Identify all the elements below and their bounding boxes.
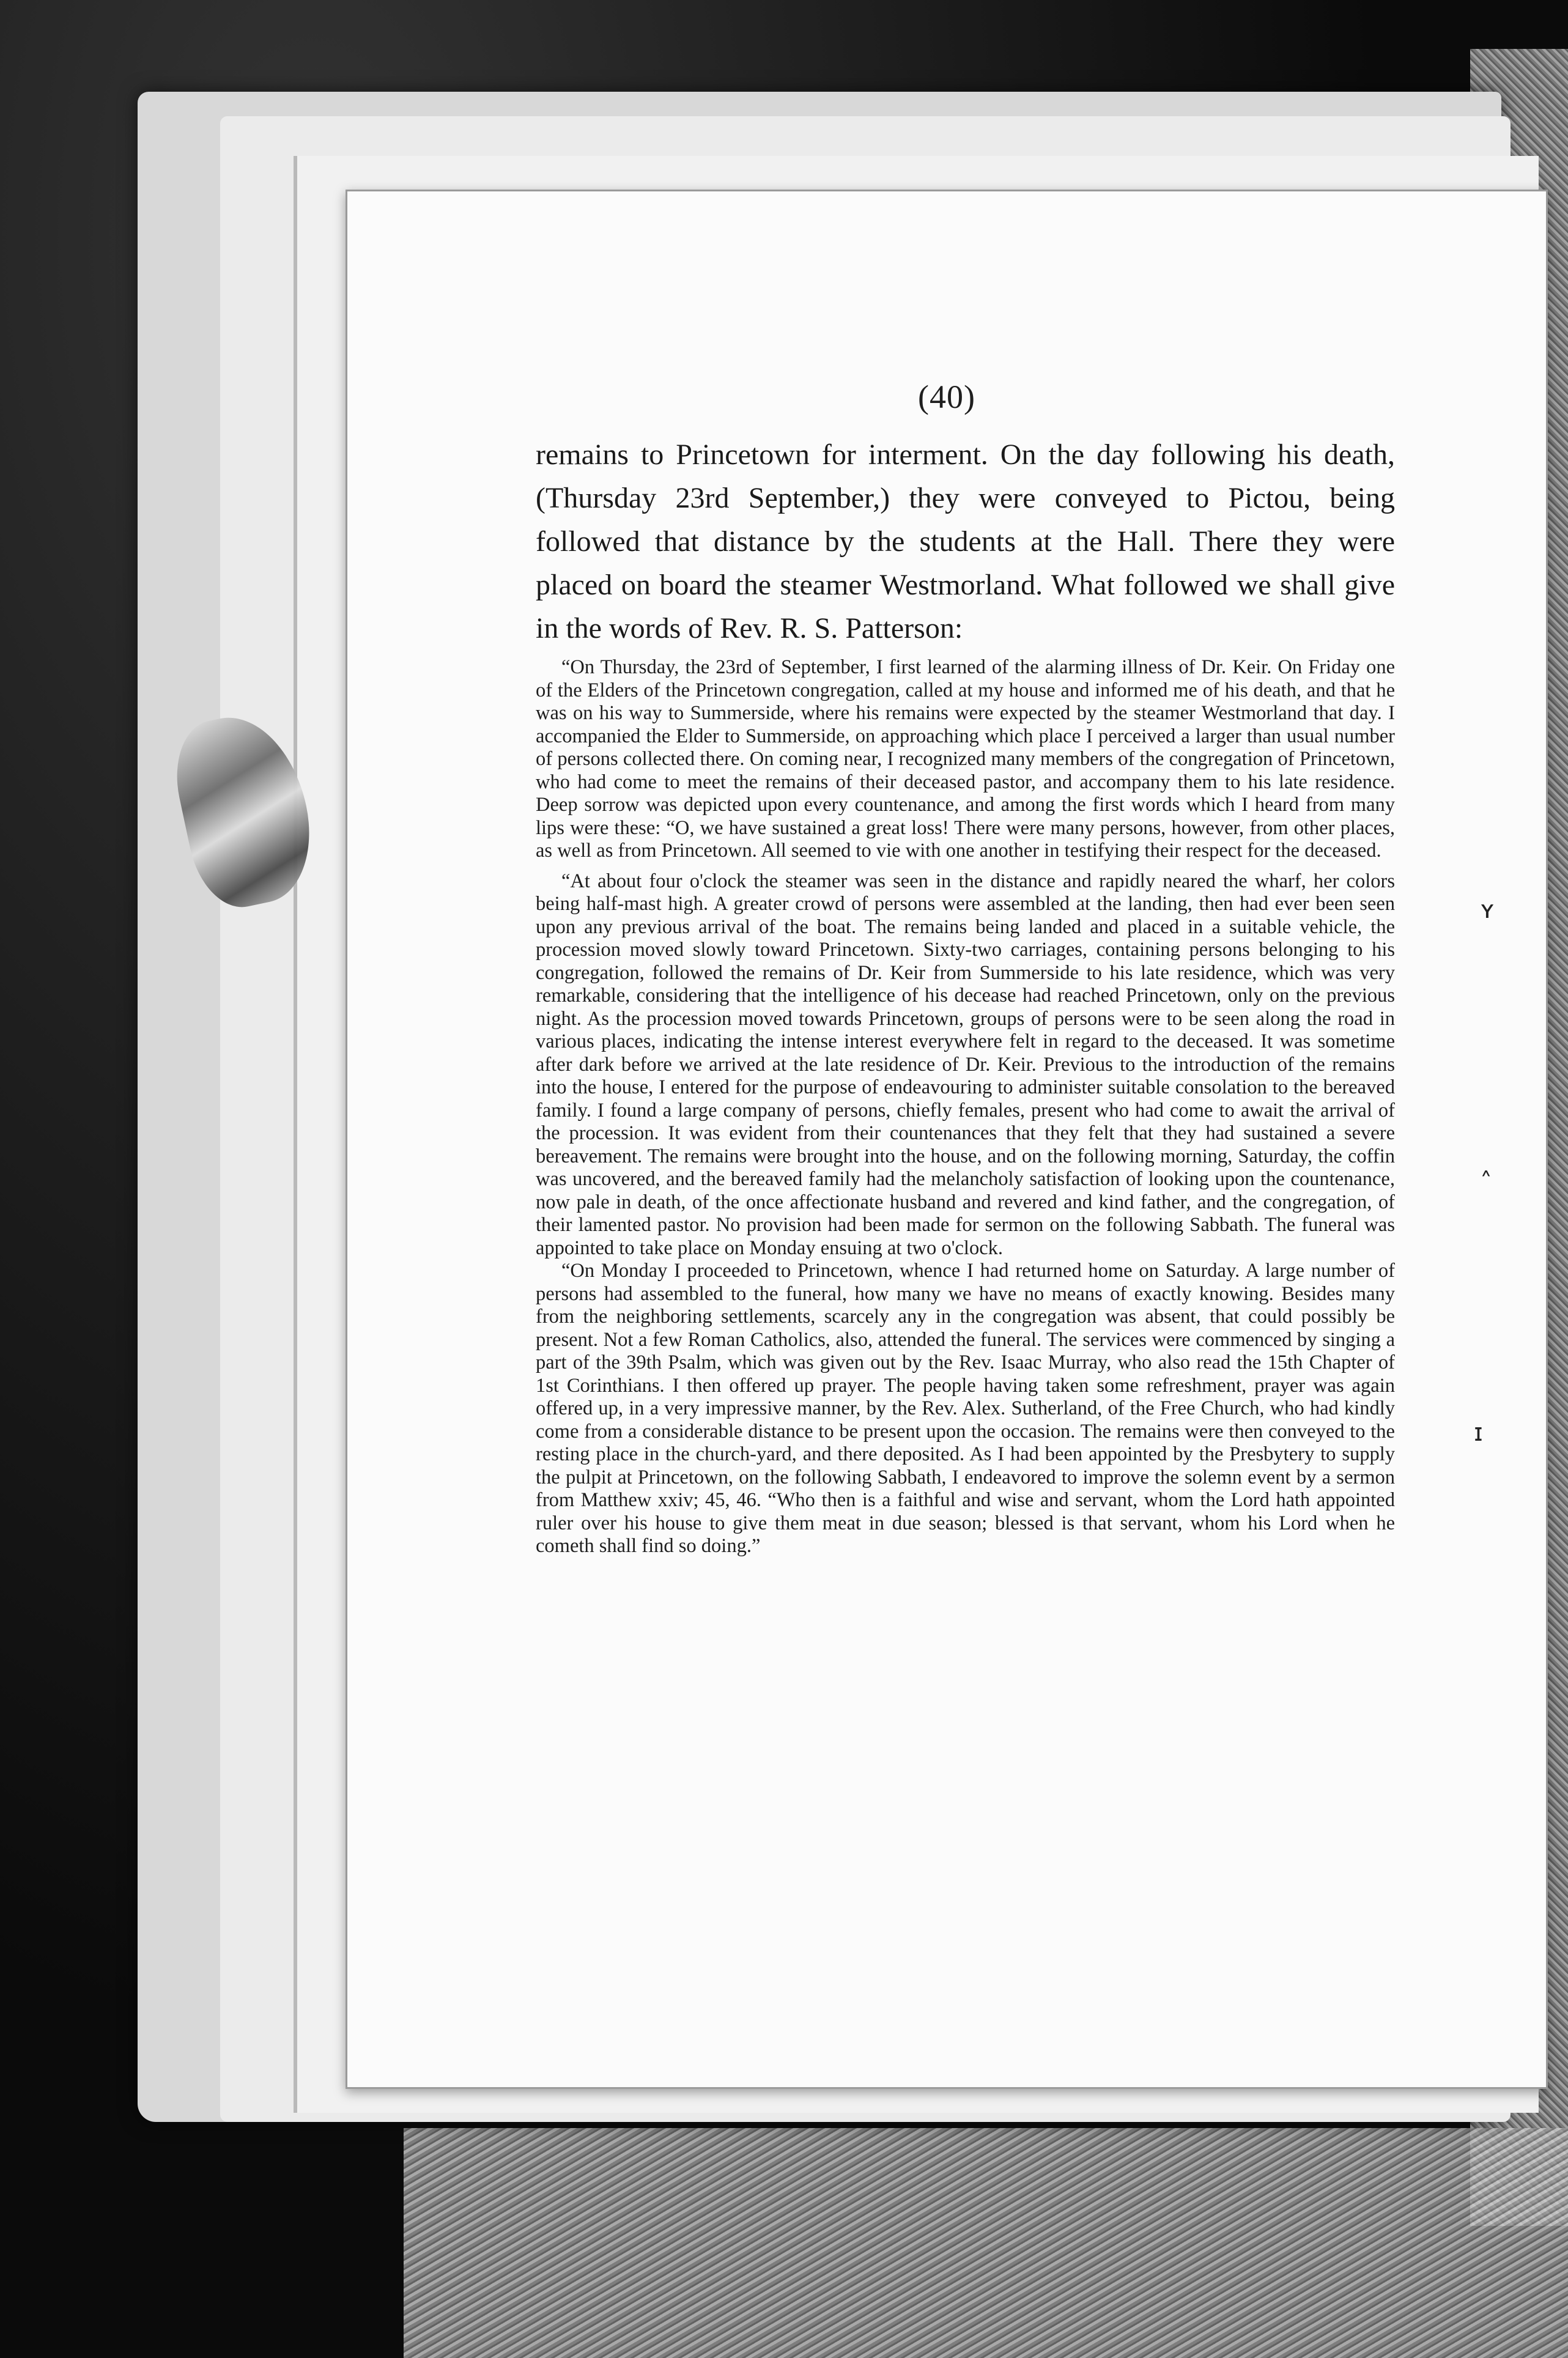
quote-paragraph-2: “At about four o'clock the steamer was seen in the distance and rapidly neared the wharf, her colors being half-mast high. A greater crowd of persons were assembled at the landing, then had ever been seen upon any previous arrival of the boat. The remains being landed and placed in a suitable vehicle, the procession moved slowly toward Princetown. Sixty-two carriages, containing persons belonging to his congregation, followed the remains of Dr. Keir from Summerside to his late residence, which was very remarkable, considering that the intelligence of his decease had reached Princetown, only on the previous night. As the procession moved towards Princetown, groups of persons were to be seen along the road in various places, indicating the intense interest everywhere felt in regard to the deceased. It was sometime after dark before we arrived at the late residence of Dr. Keir. Previous to the introduction of the remains into the house, I entered for the purpose of endeavouring to administer suitable consolation to the bereaved family. I found a large company of persons, chiefly females, present who had come to await the arrival of the procession. It was evident from their countenances that they felt that they had sustained a severe bereavement. The remains were brought into the house, and on the following morning, Saturday, the coffin was uncovered, and the bereaved family had the melancholy satisfaction of looking upon the countenance, now pale in death, of the once affectionate husband and revered and kind father, and the congregation, of their lamented pastor. No provision had been made for sermon on the following Sabbath. The funeral was appointed to take place on Monday ensuing at two o'clock. <box>536 870 1395 1259</box>
page-number: (40) <box>918 379 975 415</box>
lead-paragraph: remains to Princetown for interment. On the day following his death, (Thursday 23rd September,) they were conveyed to Pictou, being followed that distance by the students at the Hall. There they were placed on board the steamer Westmorland. What followed we shall give in the words of Rev. R. S. Patterson: <box>536 438 1395 645</box>
margin-mark-3: ɪ <box>1474 1419 1483 1447</box>
margin-mark-2: ˄ <box>1480 1168 1492 1196</box>
document-page <box>346 190 1548 2089</box>
quotation-block <box>536 656 1395 1558</box>
margin-mark-1: ʏ <box>1480 896 1495 924</box>
quote-paragraph-3: “On Monday I proceeded to Princetown, whence I had returned home on Saturday. A large number of persons had assembled to the funeral, how many we have no means of exactly knowing. Besides many from the neighboring settlements, scarcely any in the congregation was absent, that could possibly be present. Not a few Roman Catholics, also, attended the funeral. The services were commenced by singing a part of the 39th Psalm, which was given out by the Rev. Isaac Murray, who also read the 15th Chapter of 1st Corinthians. I then offered up prayer. The people having taken some refreshment, prayer was again offered up, in a very impressive manner, by the Rev. Alex. Sutherland, of the Free Church, who had kindly come from a considerable distance to be present upon the occasion. The remains were then conveyed to the resting place in the church-yard, and there deposited. As I had been appointed by the Presbytery to supply the pulpit at Princetown, on the following Sabbath, I endeavored to improve the solemn event by a sermon from Matthew xxiv; 45, 46. “Who then is a faithful and wise and servant, whom the Lord hath appointed ruler over his house to give them meat in due season; blessed is that servant, whom his Lord when he cometh shall find so doing.” <box>536 1260 1395 1557</box>
lead-paragraph-block <box>536 433 1395 650</box>
quote-paragraph-1: “On Thursday, the 23rd of September, I first learned of the alarming illness of Dr. Keir. On Friday one of the Elders of the Princetown congregation, called at my house and informed me of his death, and that he was on his way to Summerside, where his remains were expected by the steamer Westmorland that day. I accompanied the Elder to Summerside, on approaching which place I perceived a larger than usual number of persons collected there. On coming near, I recognized many members of the congregation of Princetown, who had come to meet the remains of their deceased pastor, and accompany them to his late residence. Deep sorrow was depicted upon every countenance, and among the first words which I heard from many lips were these: “O, we have sustained a great loss! There were many persons, however, from other places, as well as from Princetown. All seemed to vie with one another in testifying their respect for the deceased. <box>536 656 1395 862</box>
fabric-background-bottom <box>404 2128 1568 2358</box>
